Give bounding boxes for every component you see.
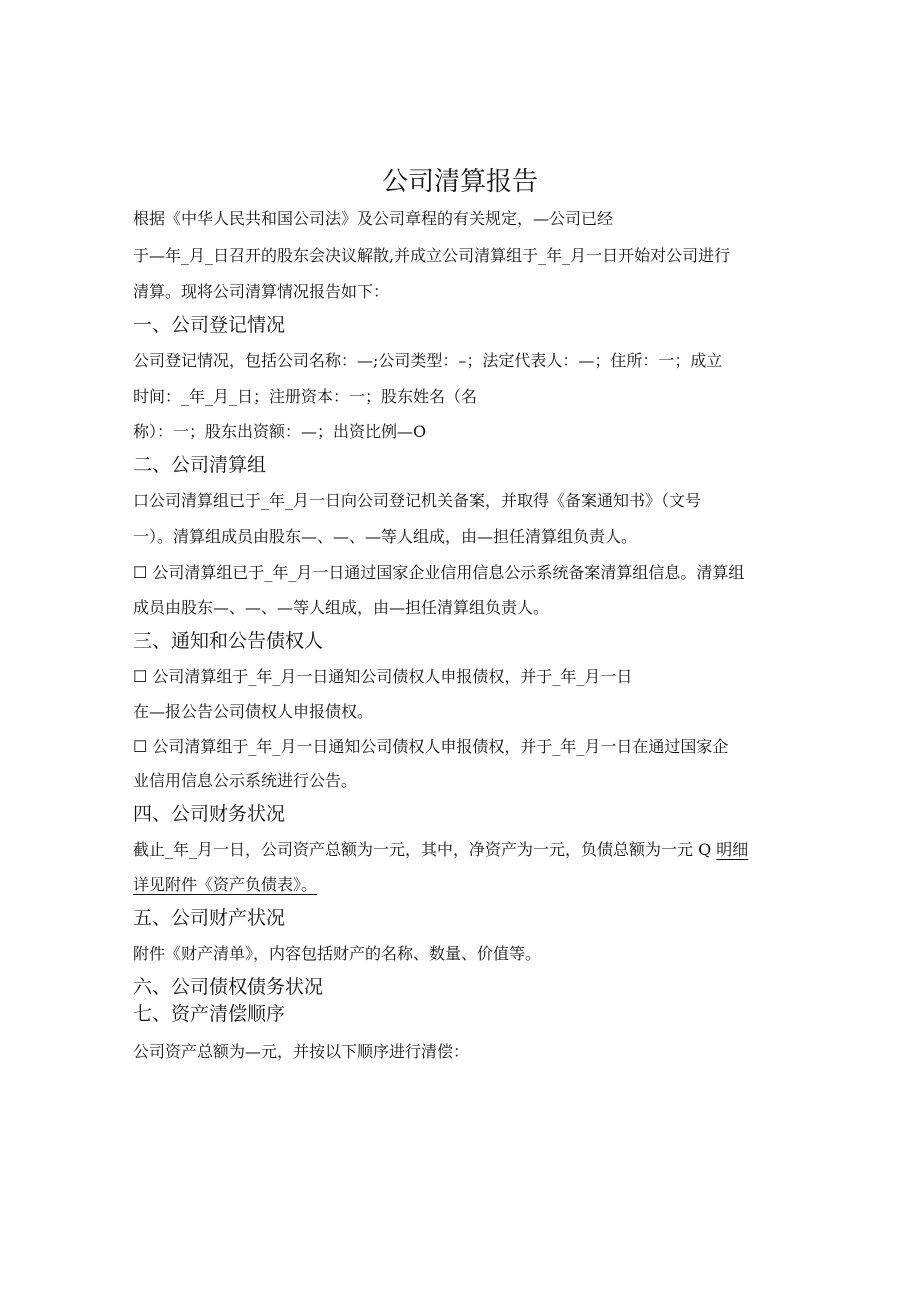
section-heading-liquidation-group: 二、公司清算组 (133, 454, 267, 476)
liquidation-group-line-1: 口公司清算组已于_年_月一日向公司登记机关备案，并取得《备案通知书》（文号 (133, 491, 702, 510)
intro-line-3: 清算。现将公司清算情况报告如下： (133, 282, 390, 301)
financial-attachment-reference: 详见附件《资产负债表》。 (133, 875, 318, 894)
financial-status-line-2 (133, 874, 317, 896)
liquidation-group-line-2: 一）。清算组成员由股东—、—、—等人组成，由—担任清算组负责人。 (133, 527, 638, 546)
liquidation-group-line-3: ☐ 公司清算组已于_年_月一日通过国家企业信用信息公示系统备案清算组信息。清算组 (133, 563, 745, 582)
section-heading-repayment-order: 七、资产清偿顺序 (133, 1003, 286, 1025)
creditor-notice-line-2: 在—报公告公司债权人申报债权。 (133, 702, 374, 721)
property-status-line-1: 附件《财产清单》，内容包括财产的名称、数量、价值等。 (133, 944, 542, 963)
section-heading-claims-debts: 六、公司债权债务状况 (133, 976, 324, 998)
repayment-order-line-1: 公司资产总额为—元，并按以下顺序进行清偿： (133, 1042, 470, 1061)
creditor-notice-line-3: ☐ 公司清算组于_年_月一日通知公司债权人申报债权，并于_年_月一日在通过国家企 (133, 737, 729, 756)
registration-line-1: 公司登记情况，包括公司名称：—;公司类型：–；法定代表人：—；住所：一；成立 (133, 351, 723, 370)
creditor-notice-line-4: 业信用信息公示系统进行公告。 (133, 771, 358, 790)
section-heading-registration: 一、公司登记情况 (133, 314, 286, 336)
section-heading-financial-status: 四、公司财务状况 (133, 803, 286, 825)
financial-status-line-1 (133, 839, 748, 861)
registration-line-2: 时间：_年_月_日；注册资本：一；股东姓名（名 (133, 387, 478, 406)
section-heading-property-status: 五、公司财产状况 (133, 907, 286, 929)
financial-status-text: 截止_年_月一日，公司资产总额为一元，其中，净资产为一元，负债总额为一元 Q (133, 840, 717, 859)
intro-line-1: 根据《中华人民共和国公司法》及公司章程的有关规定，—公司已经 (133, 209, 614, 228)
document-title: 公司清算报告 (381, 167, 538, 197)
intro-line-2: 于—年_月_日召开的股东会决议解散,并成立公司清算组于_年_月一日开始对公司进行 (133, 246, 731, 265)
financial-detail-link: 明细 (716, 840, 749, 859)
registration-line-3: 称）：一；股东出资额：—；出资比例—O (133, 422, 427, 441)
liquidation-group-line-4: 成员由股东—、—、—等人组成，由—担任清算组负责人。 (133, 598, 550, 617)
creditor-notice-line-1: ☐ 公司清算组于_年_月一日通知公司债权人申报债权，并于_年_月一日 (133, 667, 633, 686)
section-heading-creditor-notice: 三、通知和公告债权人 (133, 630, 324, 652)
